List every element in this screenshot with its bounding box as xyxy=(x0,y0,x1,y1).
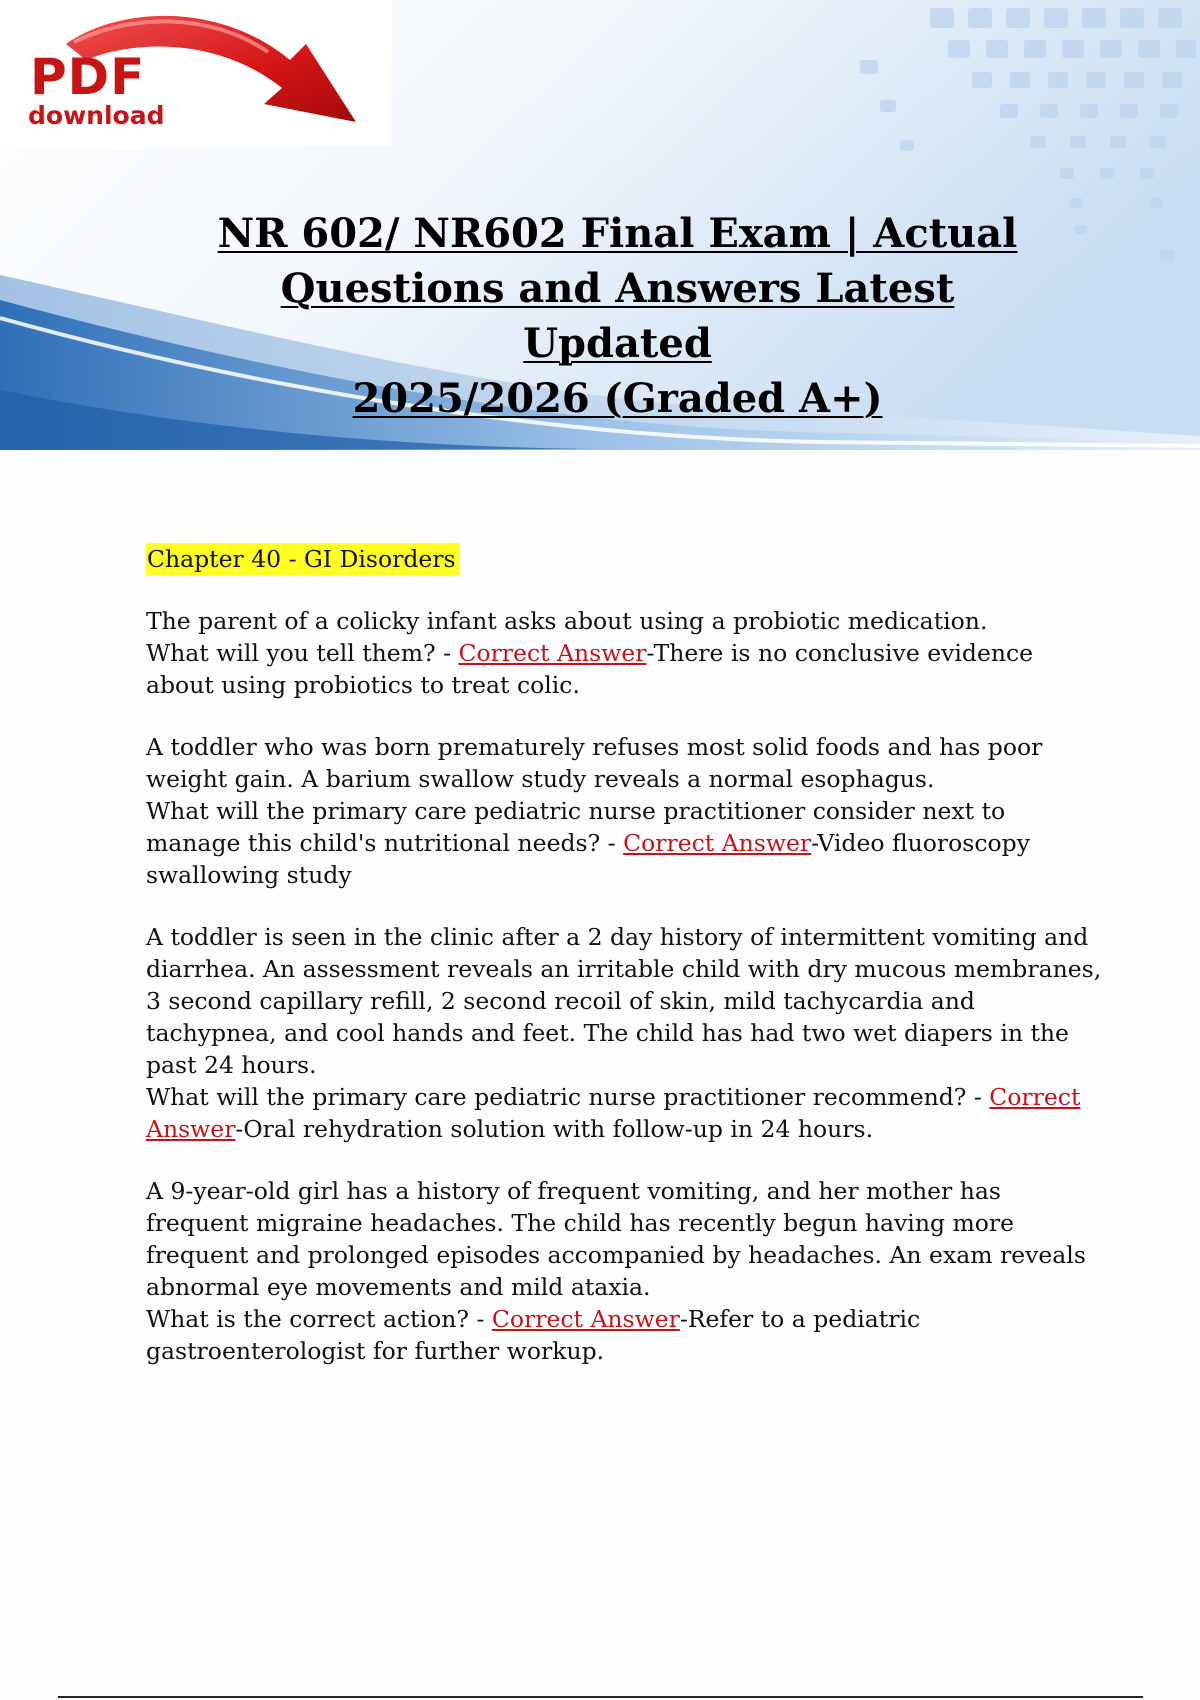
qa-text: What will the primary care pediatric nurse practitioner consider next to xyxy=(146,797,1006,825)
qa-list xyxy=(146,605,1102,1367)
header-banner xyxy=(0,0,1200,450)
qa-line xyxy=(146,827,1096,859)
title-line: NR 602/ NR602 Final Exam | Actual xyxy=(217,210,1018,257)
qa-text: abnormal eye movements and mild ataxia. xyxy=(146,1273,651,1301)
qa-text: A toddler who was born prematurely refuses most solid foods and has poor xyxy=(146,733,1043,761)
title-line: Questions and Answers Latest Updated xyxy=(280,265,955,367)
qa-line xyxy=(146,795,1096,827)
qa-line xyxy=(146,1335,1096,1367)
qa-text: A toddler is seen in the clinic after a 2 day history of intermittent vomiting and xyxy=(146,923,1089,951)
document-body xyxy=(146,543,1102,1397)
qa-line xyxy=(146,1207,1096,1239)
footer-divider xyxy=(58,1696,1143,1698)
qa-text: What will you tell them? - xyxy=(146,639,459,667)
qa-line xyxy=(146,1271,1096,1303)
qa-text: frequent migraine headaches. The child has recently begun having more xyxy=(146,1209,1015,1237)
qa-text: about using probiotics to treat colic. xyxy=(146,671,580,699)
correct-answer-link[interactable]: Correct xyxy=(989,1083,1081,1111)
qa-text: A 9-year-old girl has a history of frequent vomiting, and her mother has xyxy=(146,1177,1001,1205)
answer-text: -Oral rehydration solution with follow-up in 24 hours. xyxy=(235,1115,874,1143)
qa-text: gastroenterologist for further workup. xyxy=(146,1337,605,1365)
qa-text: swallowing study xyxy=(146,861,352,889)
chapter-heading: Chapter 40 - GI Disorders xyxy=(146,543,459,575)
document-title xyxy=(180,206,1055,426)
qa-text: past 24 hours. xyxy=(146,1051,317,1079)
logo-download-text: download xyxy=(28,101,165,130)
qa-line xyxy=(146,637,1096,669)
qa-text: What is the correct action? - xyxy=(146,1305,492,1333)
qa-line xyxy=(146,985,1096,1017)
qa-line xyxy=(146,1303,1096,1335)
qa-text: frequent and prolonged episodes accompanied by headaches. An exam reveals xyxy=(146,1241,1086,1269)
qa-line xyxy=(146,859,1096,891)
qa-text: The parent of a colicky infant asks about using a probiotic medication. xyxy=(146,607,988,635)
qa-item xyxy=(146,731,1096,891)
qa-line xyxy=(146,763,1096,795)
qa-text: What will the primary care pediatric nurse practitioner recommend? - xyxy=(146,1083,990,1111)
title-line: 2025/2026 (Graded A+) xyxy=(352,375,883,422)
qa-line xyxy=(146,1049,1096,1081)
qa-item xyxy=(146,1175,1096,1367)
correct-answer-link[interactable]: Correct Answer xyxy=(491,1305,680,1333)
qa-line xyxy=(146,1081,1096,1113)
qa-line xyxy=(146,1239,1096,1271)
correct-answer-link[interactable]: Answer xyxy=(146,1115,236,1143)
logo-pdf-text: PDF xyxy=(30,48,146,106)
qa-text: 3 second capillary refill, 2 second recoil of skin, mild tachycardia and xyxy=(146,987,975,1015)
correct-answer-link[interactable]: Correct Answer xyxy=(458,639,647,667)
correct-answer-link[interactable]: Correct Answer xyxy=(623,829,812,857)
qa-line xyxy=(146,1175,1096,1207)
qa-line xyxy=(146,1113,1096,1145)
qa-text: manage this child's nutritional needs? - xyxy=(146,829,624,857)
qa-line xyxy=(146,605,1096,637)
qa-line xyxy=(146,731,1096,763)
qa-text: weight gain. A barium swallow study reveals a normal esophagus. xyxy=(146,765,935,793)
qa-line xyxy=(146,921,1096,953)
qa-item xyxy=(146,605,1096,701)
qa-line xyxy=(146,1017,1096,1049)
answer-text: -Refer to a pediatric xyxy=(679,1305,921,1333)
pdf-download-logo xyxy=(0,0,392,147)
qa-line xyxy=(146,669,1096,701)
answer-text: -Video fluoroscopy xyxy=(811,829,1030,857)
answer-text: -There is no conclusive evidence xyxy=(646,639,1034,667)
qa-line xyxy=(146,953,1102,985)
qa-item xyxy=(146,921,1102,1145)
qa-text: tachypnea, and cool hands and feet. The child has had two wet diapers in the xyxy=(146,1019,1069,1047)
qa-text: diarrhea. An assessment reveals an irritable child with dry mucous membranes, xyxy=(146,955,1102,983)
